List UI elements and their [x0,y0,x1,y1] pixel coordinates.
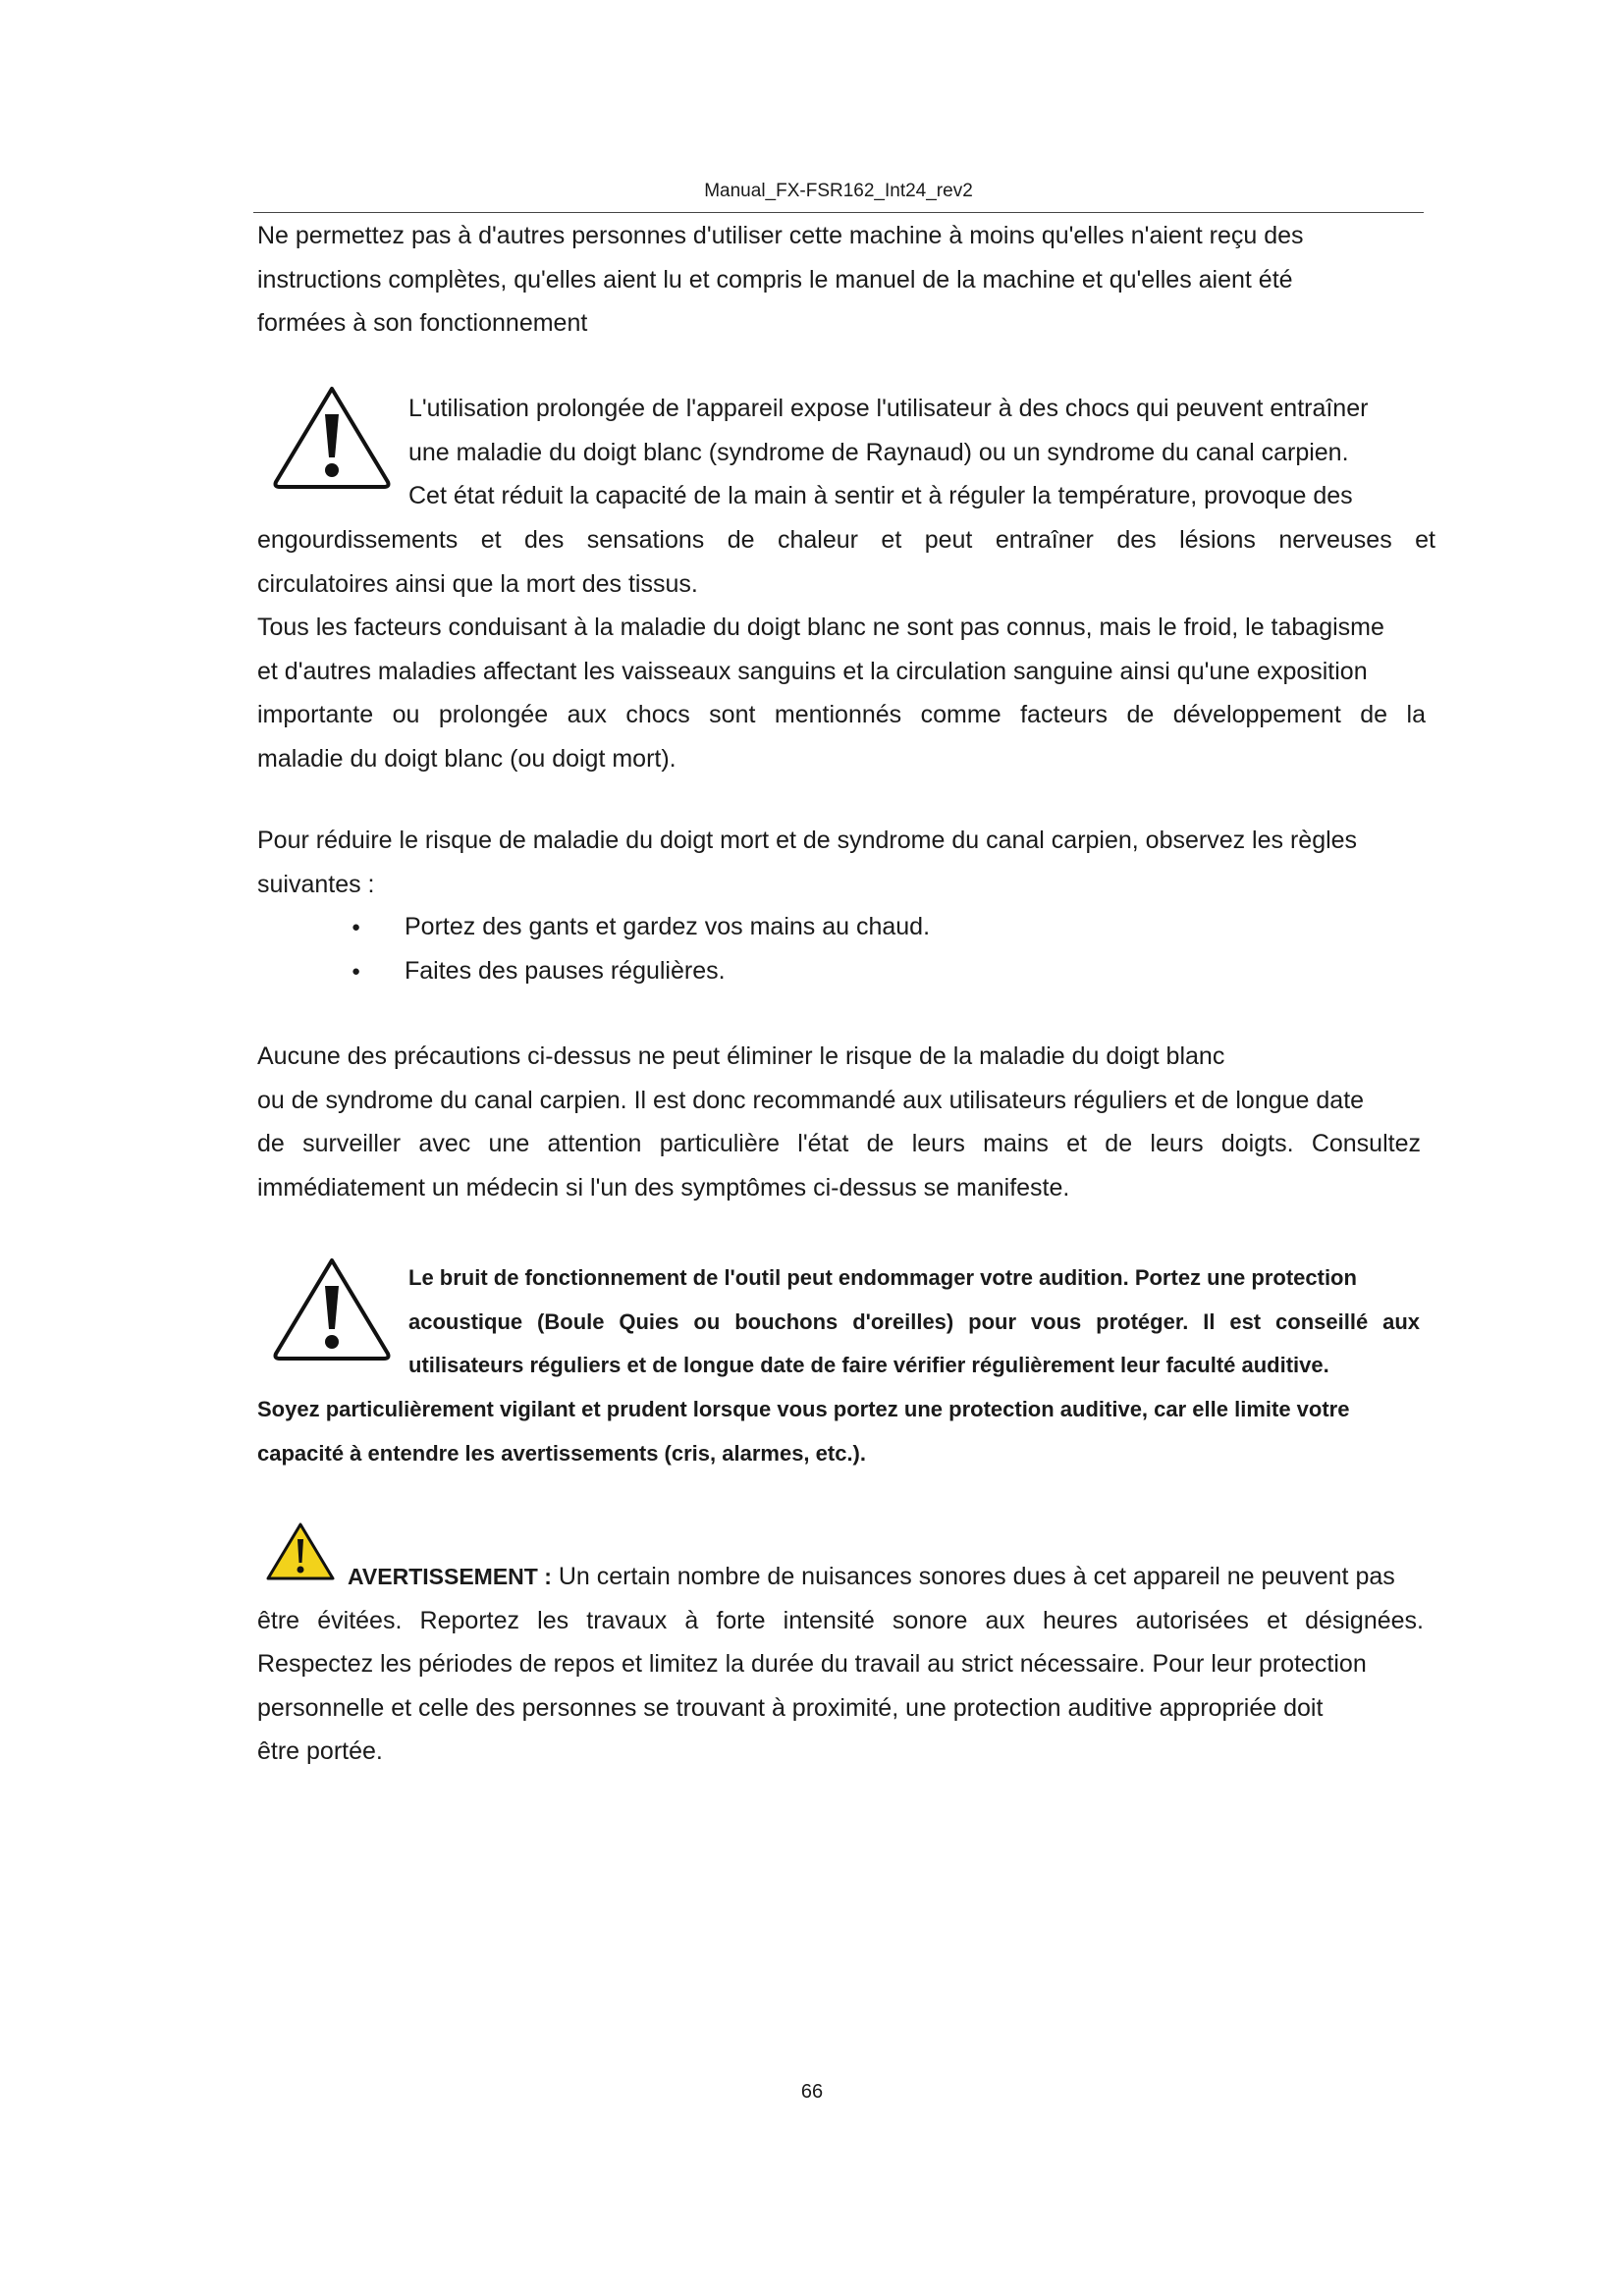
factors-paragraph [257,606,1435,780]
intro-paragraph [257,214,1435,346]
text-line: instructions complètes, qu'elles aient lu et compris le manuel de la machine et qu'elles aient été [257,265,1293,294]
risk-reduction-paragraph [257,819,1435,906]
page-number: 66 [800,2081,824,2103]
avertissement-paragraph [257,1555,1435,1774]
text-line: être évitées. Reportez les travaux à forte intensité sonore aux heures autorisées et désignées. [257,1606,1424,1634]
text-line: formées à son fonctionnement [257,309,588,337]
text-line: capacité à entendre les avertissements (cris, alarmes, etc.). [257,1440,866,1466]
text-line: maladie du doigt blanc (ou doigt mort). [257,744,677,773]
text-line: Le bruit de fonctionnement de l'outil peut endommager votre audition. Portez une protection [408,1265,1357,1290]
warning-triangle-icon [271,385,393,493]
text-line: Pour réduire le risque de maladie du doigt mort et de syndrome du canal carpien, observez les règles [257,827,1358,854]
text-line [257,1555,1435,1599]
noise-warning-intro [408,1256,1420,1388]
avertissement-label: AVERTISSEMENT : [348,1564,552,1589]
vibration-warning-continued [257,518,1435,606]
text-line: importante ou prolongée aux chocs sont mentionnés comme facteurs de développement de la [257,701,1426,728]
list-item: ● Faites des pauses régulières. [257,949,930,993]
text-line: ou de syndrome du canal carpien. Il est donc recommandé aux utilisateurs réguliers et de longue date [257,1086,1365,1114]
text-line: Cet état réduit la capacité de la main à sentir et à réguler la température, provoque des [408,482,1353,509]
text-line: de surveiller avec une attention particulière l'état de leurs mains et de leurs doigts. Consultez [257,1130,1421,1157]
text-line: personnelle et celle des personnes se trouvant à proximité, une protection auditive appropriée doit [257,1693,1324,1722]
document-title: Manual_FX-FSR162_Int24_rev2 [704,181,973,201]
text-line: Soyez particulièrement vigilant et prudent lorsque vous portez une protection auditive, car elle limite votre [257,1397,1350,1421]
text-line: Respectez les périodes de repos et limitez la durée du travail au strict nécessaire. Pour leur protection [257,1650,1367,1678]
text-line: circulatoires ainsi que la mort des tissus. [257,569,698,598]
precautions-paragraph [257,1035,1435,1209]
list-item: ● Portez des gants et gardez vos mains au chaud. [257,905,930,949]
text-line: Aucune des précautions ci-dessus ne peut éliminer le risque de la maladie du doigt blanc [257,1042,1225,1070]
avertissement-first-line: Un certain nombre de nuisances sonores dues à cet appareil ne peuvent pas [551,1563,1395,1590]
text-line: suivantes : [257,870,375,898]
page-header [253,177,1424,213]
text-line: acoustique (Boule Quies ou bouchons d'oreilles) pour vous protéger. Il est conseillé aux [408,1308,1420,1334]
text-line: une maladie du doigt blanc (syndrome de Raynaud) ou un syndrome du canal carpien. [408,438,1349,466]
text-line: être portée. [257,1737,383,1765]
text-line: immédiatement un médecin si l'un des symptômes ci-dessus se manifeste. [257,1173,1070,1201]
vibration-warning-intro [408,387,1449,518]
rules-list [257,905,930,992]
text-line: Ne permettez pas à d'autres personnes d'utiliser cette machine à moins qu'elles n'aient reçu des [257,222,1304,249]
text-line: et d'autres maladies affectant les vaisseaux sanguins et la circulation sanguine ainsi qu'une exposition [257,657,1368,685]
text-line: L'utilisation prolongée de l'appareil expose l'utilisateur à des chocs qui peuvent entraîner [408,395,1369,422]
text-line: utilisateurs réguliers et de longue date de faire vérifier régulièrement leur faculté auditive. [408,1353,1329,1377]
text-line: Tous les facteurs conduisant à la maladie du doigt blanc ne sont pas connus, mais le froid, le tabagisme [257,614,1384,641]
warning-triangle-icon [271,1256,393,1364]
noise-warning-continued [257,1388,1435,1475]
text-line: engourdissements et des sensations de chaleur et peut entraîner des lésions nerveuses et [257,526,1435,554]
